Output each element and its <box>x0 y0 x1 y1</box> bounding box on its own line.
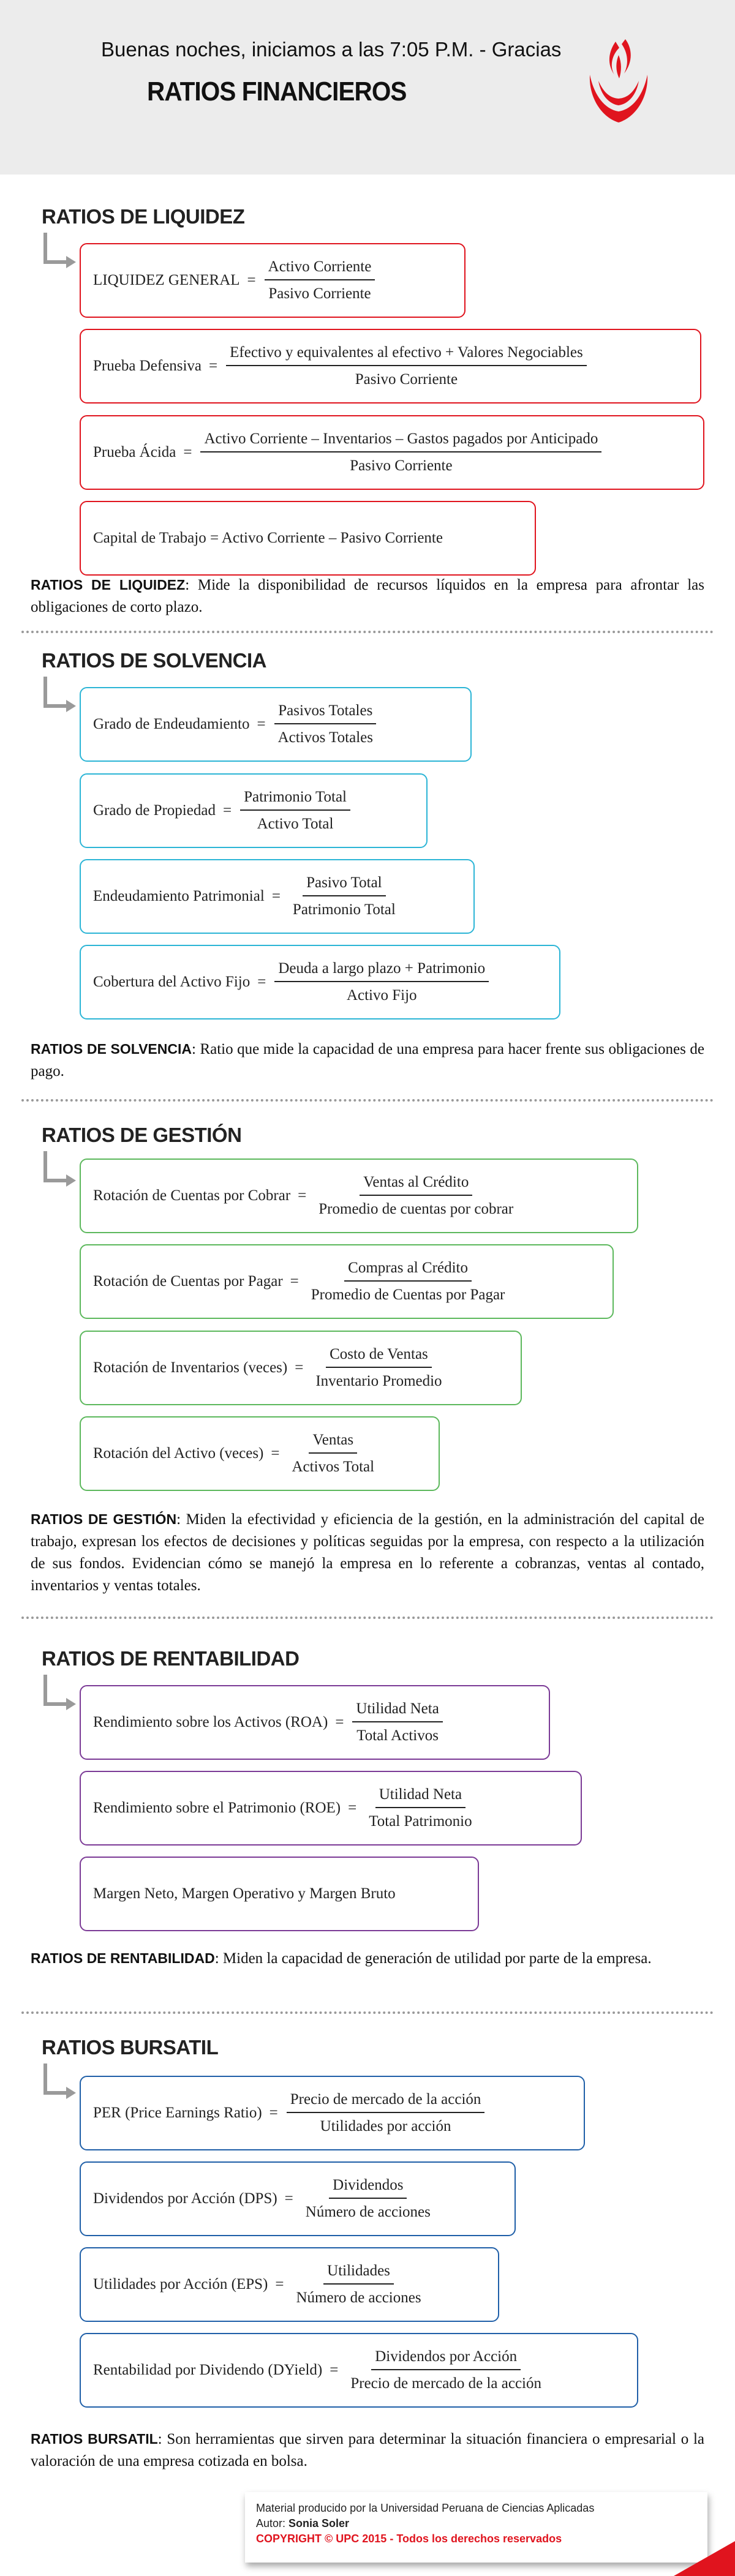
formula-box <box>80 2333 638 2408</box>
numerator: Precio de mercado de la acción <box>287 2091 485 2113</box>
description-text: : Son herramientas que sirven para determinar la situación financiera o empresarial o la valoración de una empresa cotizada en bolsa. <box>31 2431 705 2469</box>
section-title-ratios-de-gestion: RATIOS DE GESTIÓN <box>42 1124 242 1146</box>
numerator: Patrimonio Total <box>240 789 350 811</box>
header-banner <box>0 0 735 175</box>
formula-box <box>80 501 536 576</box>
equals-sign: = <box>330 2362 339 2378</box>
fraction <box>315 1174 517 1218</box>
description-text: : Mide la disponibilidad de recursos líquidos en la empresa para afrontar las obligaciones de corto plazo. <box>31 577 705 615</box>
formula-box <box>80 687 472 762</box>
description-title: RATIOS DE RENTABILIDAD <box>31 1950 215 1966</box>
formula-label: PER (Price Earnings Ratio) <box>93 2105 262 2121</box>
equals-sign: = <box>348 1800 357 1816</box>
fraction <box>274 960 489 1004</box>
greeting-text: Buenas noches, iniciamos a las 7:05 P.M. - Gracias <box>101 38 562 61</box>
formula-box <box>80 2161 516 2236</box>
description-title: RATIOS DE SOLVENCIA <box>31 1041 192 1057</box>
formula-label: Prueba Ácida <box>93 444 176 460</box>
equals-sign: = <box>257 716 266 732</box>
upc-logo-icon <box>585 37 652 138</box>
denominator: Número de acciones <box>296 2289 421 2306</box>
equals-sign: = <box>284 2190 293 2207</box>
formula-label: Dividendos por Acción (DPS) <box>93 2190 277 2207</box>
fraction <box>293 2262 425 2307</box>
formula-box <box>80 1244 614 1319</box>
equals-sign: = <box>298 1187 307 1204</box>
fraction <box>265 258 375 302</box>
equals-sign: = <box>209 358 218 374</box>
formula-label: Rotación de Cuentas por Pagar <box>93 1273 283 1290</box>
section-description <box>31 1947 704 1970</box>
formula-box <box>80 2247 499 2322</box>
denominator: Precio de mercado de la acción <box>350 2375 541 2392</box>
section-description <box>31 2428 704 2473</box>
equals-sign: = <box>335 1714 344 1730</box>
fraction <box>288 1432 379 1476</box>
fraction <box>226 344 587 388</box>
formula-label: Grado de Propiedad <box>93 802 216 819</box>
formula-label: Utilidades por Acción (EPS) <box>93 2276 268 2292</box>
dotted-divider <box>21 2011 714 2014</box>
formula-label: Prueba Defensiva <box>93 358 202 374</box>
formula-box <box>80 945 560 1020</box>
denominator: Activos Totales <box>277 729 373 746</box>
formula-label: Rotación de Inventarios (veces) <box>93 1359 288 1376</box>
numerator: Efectivo y equivalentes al efectivo + Valores Negociables <box>226 344 587 366</box>
fraction <box>200 430 601 475</box>
fraction <box>289 874 399 918</box>
fraction <box>287 2091 485 2135</box>
formula-label: Rendimiento sobre los Activos (ROA) <box>93 1714 328 1730</box>
fraction <box>240 789 350 833</box>
equals-sign: = <box>275 2276 284 2292</box>
denominator: Activo Fijo <box>346 987 417 1004</box>
numerator: Pasivos Totales <box>274 702 376 724</box>
formula-box <box>80 243 466 318</box>
bent-arrow-icon <box>42 1151 78 1194</box>
formula-box <box>80 1158 638 1233</box>
numerator: Ventas al Crédito <box>360 1174 472 1196</box>
equals-sign: = <box>290 1273 299 1290</box>
equals-sign: = <box>271 888 281 904</box>
numerator: Activo Corriente – Inventarios – Gastos pagados por Anticipado <box>200 430 601 452</box>
numerator: Costo de Ventas <box>326 1346 432 1368</box>
fraction <box>274 702 377 746</box>
section-description <box>31 574 704 618</box>
description-title: RATIOS DE GESTIÓN <box>31 1511 177 1527</box>
formula-label: Endeudamiento Patrimonial <box>93 888 265 904</box>
author-label: Autor: <box>256 2517 289 2529</box>
numerator: Utilidad Neta <box>375 1786 466 1808</box>
fraction <box>365 1786 475 1830</box>
fraction <box>352 1700 442 1744</box>
denominator: Número de acciones <box>305 2204 431 2220</box>
formula-box <box>80 859 475 934</box>
formula-box <box>80 773 428 848</box>
section-description <box>31 1038 704 1083</box>
formula-box <box>80 1771 582 1846</box>
equals-sign: = <box>257 974 266 990</box>
section-title-ratios-de-liquidez: RATIOS DE LIQUIDEZ <box>42 205 245 228</box>
numerator: Ventas <box>309 1432 357 1454</box>
description-text: : Miden la efectividad y eficiencia de la gestión, en la administración del capital de trabajo, expresan los efectos de decisiones y políticas seguidas por la empresa, con respecto a la utilización de sus fondos. Evidencian cómo se manejó la empresa en lo referente a cobranzas, ventas al contado, inventarios y ventas totales. <box>31 1511 704 1594</box>
fraction <box>347 2348 545 2392</box>
description-title: RATIOS BURSATIL <box>31 2431 158 2447</box>
fraction <box>302 2177 434 2221</box>
denominator: Pasivo Corriente <box>268 285 371 302</box>
formula-box <box>80 415 704 490</box>
numerator: Pasivo Total <box>303 874 386 896</box>
description-title: RATIOS DE LIQUIDEZ <box>31 577 186 593</box>
section-description <box>31 1508 704 1597</box>
denominator: Pasivo Corriente <box>350 457 453 474</box>
equals-sign: = <box>247 272 256 288</box>
copyright-text: COPYRIGHT © UPC 2015 - Todos los derechos reservados <box>256 2533 562 2545</box>
numerator: Utilidades <box>323 2262 394 2285</box>
dotted-divider <box>21 631 714 633</box>
formula-box <box>80 1857 479 1931</box>
formula-label: Rotación de Cuentas por Cobrar <box>93 1187 291 1204</box>
numerator: Compras al Crédito <box>344 1260 472 1282</box>
author-name: Sonia Soler <box>288 2517 350 2529</box>
formula-text: Margen Neto, Margen Operativo y Margen Bruto <box>93 1885 396 1902</box>
numerator: Activo Corriente <box>265 258 375 280</box>
formula-label: Cobertura del Activo Fijo <box>93 974 251 990</box>
dotted-divider <box>21 1617 714 1619</box>
equals-sign: = <box>271 1445 280 1462</box>
fraction <box>312 1346 445 1390</box>
author-line <box>256 2516 696 2531</box>
description-text: : Ratio que mide la capacidad de una empresa para hacer frente sus obligaciones de pago. <box>31 1041 704 1080</box>
bent-arrow-icon <box>42 233 78 276</box>
credits-line: Material producido por la Universidad Peruana de Ciencias Aplicadas <box>256 2502 595 2514</box>
denominator: Patrimonio Total <box>292 901 396 918</box>
formula-text: Capital de Trabajo = Activo Corriente – Pasivo Corriente <box>93 530 443 546</box>
bent-arrow-icon <box>42 2063 78 2106</box>
equals-sign: = <box>222 802 232 819</box>
description-text: : Miden la capacidad de generación de utilidad por parte de la empresa. <box>214 1950 652 1967</box>
dotted-divider <box>21 1099 714 1102</box>
section-title-ratios-de-rentabilidad: RATIOS DE RENTABILIDAD <box>42 1647 300 1670</box>
formula-box <box>80 2076 585 2150</box>
formula-label: Rendimiento sobre el Patrimonio (ROE) <box>93 1800 341 1816</box>
formula-box <box>80 1331 522 1405</box>
denominator: Pasivo Corriente <box>355 371 458 388</box>
fraction <box>307 1260 509 1304</box>
page-title: RATIOS FINANCIEROS <box>147 77 407 107</box>
denominator: Promedio de cuentas por cobrar <box>318 1201 514 1217</box>
equals-sign: = <box>269 2105 278 2121</box>
credits-box <box>245 2492 707 2563</box>
denominator: Inventario Promedio <box>315 1373 442 1389</box>
formula-label: Grado de Endeudamiento <box>93 716 250 732</box>
formula-box <box>80 1416 440 1491</box>
formula-label: Rotación del Activo (veces) <box>93 1445 264 1462</box>
numerator: Deuda a largo plazo + Patrimonio <box>274 960 489 982</box>
numerator: Utilidad Neta <box>352 1700 442 1722</box>
formula-label: LIQUIDEZ GENERAL <box>93 272 240 288</box>
formula-box <box>80 1685 550 1760</box>
numerator: Dividendos <box>329 2177 407 2199</box>
denominator: Activos Total <box>292 1459 375 1475</box>
section-title-ratios-de-solvencia: RATIOS DE SOLVENCIA <box>42 649 266 672</box>
denominator: Utilidades por acción <box>320 2118 451 2135</box>
equals-sign: = <box>183 444 192 460</box>
denominator: Promedio de Cuentas por Pagar <box>311 1286 505 1303</box>
formula-label: Rentabilidad por Dividendo (DYield) <box>93 2362 323 2378</box>
bent-arrow-icon <box>42 1675 78 1718</box>
formula-box <box>80 329 701 404</box>
numerator: Dividendos por Acción <box>371 2348 521 2370</box>
corner-decoration <box>674 2541 735 2576</box>
denominator: Total Patrimonio <box>369 1813 472 1830</box>
section-title-ratios-bursatil: RATIOS BURSATIL <box>42 2036 219 2059</box>
denominator: Total Activos <box>356 1727 439 1744</box>
denominator: Activo Total <box>257 816 334 832</box>
equals-sign: = <box>295 1359 304 1376</box>
bent-arrow-icon <box>42 677 78 719</box>
